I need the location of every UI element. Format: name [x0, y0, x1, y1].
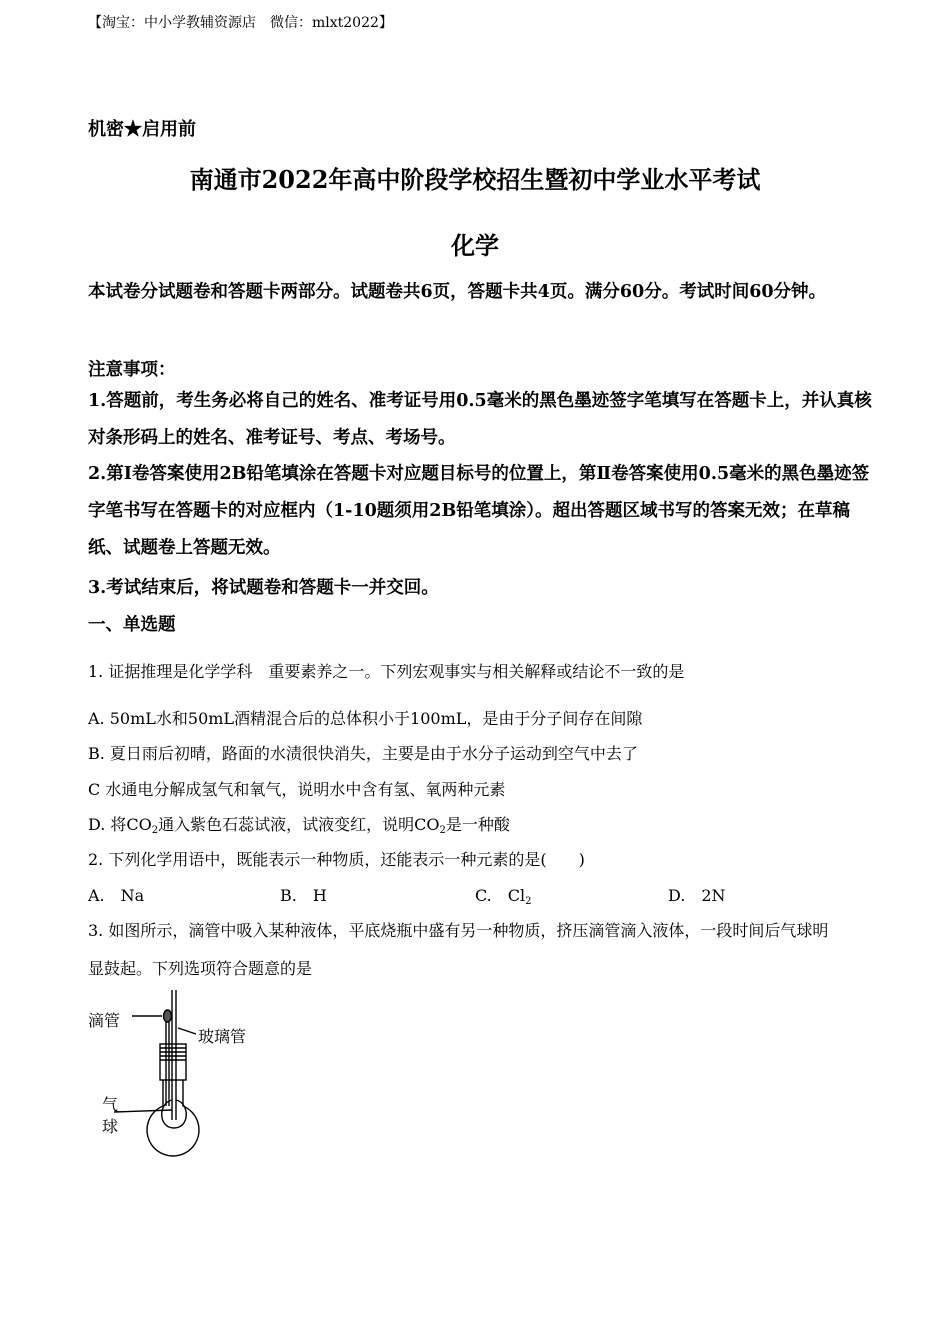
figure-label-glass-tube: 玻璃管 — [198, 1027, 247, 1046]
note-1: 1.答题前，考生务必将自己的姓名、准考证号用0.5毫米的黑色墨迹签字笔填写在答题卡上，并认真核对条形码上的姓名、准考证号、考点、考场号。 — [88, 391, 872, 448]
subject-title: 化学 — [451, 231, 499, 260]
section-heading: 一、单选题 — [88, 615, 176, 635]
q2-stem: 2. 下列化学用语中，既能表示一种物质，还能表示一种元素的是( ) — [88, 850, 585, 869]
figure-label-balloon-1: 气 — [102, 1095, 119, 1114]
exam-title: 南通市2022年高中阶段学校招生暨初中学业水平考试 — [189, 165, 761, 194]
note-3: 3.考试结束后，将试题卷和答题卡一并交回。 — [88, 578, 439, 598]
balloon — [162, 1100, 187, 1128]
stopper — [160, 1044, 186, 1080]
q1-option-b: B. 夏日雨后初晴，路面的水渍很快消失，主要是由于水分子运动到空气中去了 — [88, 744, 638, 763]
notes-heading: 注意事项： — [88, 360, 176, 380]
dropper-bulb — [164, 1010, 172, 1022]
q1-stem: 1. 证据推理是化学学科 重要素养之一。下列宏观事实与相关解释或结论不一致的是 — [88, 662, 685, 681]
q1-option-c: C 水通电分解成氢气和氧气，说明水中含有氢、氧两种元素 — [88, 780, 506, 799]
q2-option-c: C. $Cl_2$ — [475, 886, 532, 907]
q1-option-a: A. 50mL水和50mL酒精混合后的总体积小于100mL，是由于分子间存在间隙 — [88, 709, 643, 728]
figure-label-dropper: 滴管 — [88, 1011, 121, 1030]
q3-stem-line2: 显鼓起。下列选项符合题意的是 — [88, 959, 313, 978]
q2-option-b: B. H — [280, 886, 327, 905]
q2-option-d: D. 2N — [668, 886, 726, 905]
header-note: 【淘宝：中小学教辅资源店 微信：mlxt2022】 — [88, 15, 393, 31]
q3-stem-line1: 3. 如图所示，滴管中吸入某种液体，平底烧瓶中盛有另一种物质，挤压滴管滴入液体，一段时间后气球明 — [88, 921, 829, 940]
figure-label-balloon-2: 球 — [102, 1117, 119, 1136]
confidential-label: 机密★启用前 — [88, 119, 196, 140]
note-2: 2.第Ⅰ卷答案使用2B铅笔填涂在答题卡对应题目标号的位置上，第Ⅱ卷答案使用0.5毫米的黑色墨迹签字笔书写在答题卡的对应框内（1-10题须用2B铅笔填涂）。超出答题区域书写的答案无效；在草稿纸、试题卷上答题无效。 — [88, 464, 870, 558]
apparatus-figure — [86, 988, 266, 1158]
q1-option-d: D. 将$CO_2$通入紫色石蕊试液，试液变红，说明$CO_2$是一种酸 — [88, 815, 510, 836]
q2-option-a: A. Na — [88, 886, 145, 905]
intro-paragraph: 本试卷分试题卷和答题卡两部分。试题卷共6页，答题卡共4页。满分60分。考试时间60分钟。 — [88, 282, 827, 302]
flask-body — [147, 1080, 199, 1156]
